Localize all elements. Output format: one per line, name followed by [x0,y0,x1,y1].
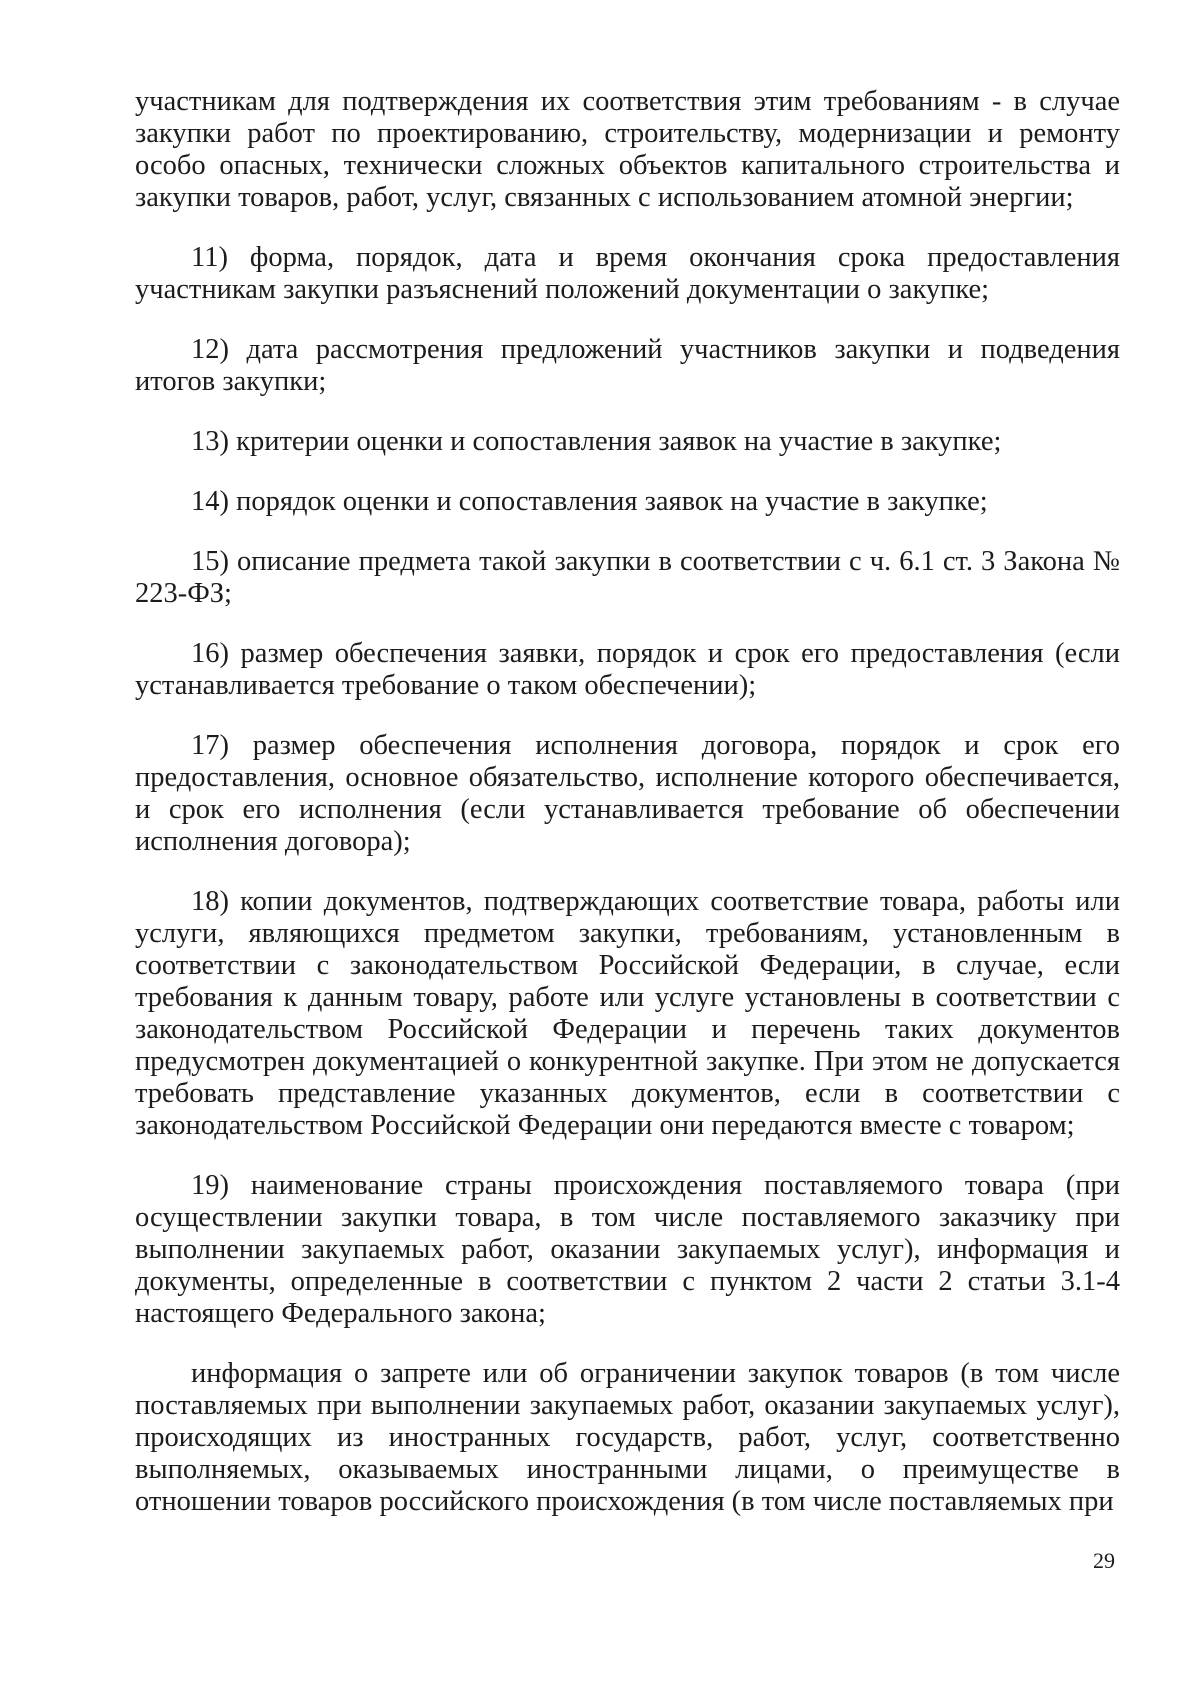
document-body [135,86,1120,1546]
page-number: 29 [1093,1548,1115,1573]
paragraph-item-19: 19) наименование страны происхождения поставляемого товара (при осуществлении закупки товара, в том числе поставляемого заказчику при выполнении закупаемых работ, оказании закупаемых услуг), информация и документы, определенные в соответствии с пунктом 2 части 2 статьи 3.1-4 настоящего Федерального закона; [135,1170,1120,1329]
paragraph-item-16: 16) размер обеспечения заявки, порядок и срок его предоставления (если устанавливается требование о таком обеспечении); [135,638,1120,701]
paragraph-foreign-goods-info: информация о запрете или об ограничении закупок товаров (в том числе поставляемых при выполнении закупаемых работ, оказании закупаемых услуг), происходящих из иностранных государств, работ, услуг, соответственно выполняемых, оказываемых иностранными лицами, о преимуществе в отношении товаров российского происхождения (в том числе поставляемых при [135,1358,1120,1517]
paragraph-item-17: 17) размер обеспечения исполнения договора, порядок и срок его предоставления, основное обязательство, исполнение которого обеспечивается, и срок его исполнения (если устанавливается требование об обеспечении исполнения договора); [135,730,1120,857]
paragraph-continuation: участникам для подтверждения их соответствия этим требованиям - в случае закупки работ по проектированию, строительству, модернизации и ремонту особо опасных, технически сложных объектов капитального строительства и закупки товаров, работ, услуг, связанных с использованием атомной энергии; [135,86,1120,213]
paragraph-item-18: 18) копии документов, подтверждающих соответствие товара, работы или услуги, являющихся предметом закупки, требованиям, установленным в соответствии с законодательством Российской Федерации, в случае, если требования к данным товару, работе или услуге установлены в соответствии с законодательством Российской Федерации и перечень таких документов предусмотрен документацией о конкурентной закупке. При этом не допускается требовать представление указанных документов, если в соответствии с законодательством Российской Федерации они передаются вместе с товаром; [135,886,1120,1141]
paragraph-item-15: 15) описание предмета такой закупки в соответствии с ч. 6.1 ст. 3 Закона № 223-ФЗ; [135,546,1120,609]
paragraph-item-13: 13) критерии оценки и сопоставления заявок на участие в закупке; [191,426,1002,457]
paragraph-item-12: 12) дата рассмотрения предложений участников закупки и подведения итогов закупки; [135,334,1120,397]
paragraph-item-11: 11) форма, порядок, дата и время окончания срока предоставления участникам закупки разъяснений положений документации о закупке; [135,242,1120,305]
paragraph-item-14: 14) порядок оценки и сопоставления заявок на участие в закупке; [191,486,988,517]
